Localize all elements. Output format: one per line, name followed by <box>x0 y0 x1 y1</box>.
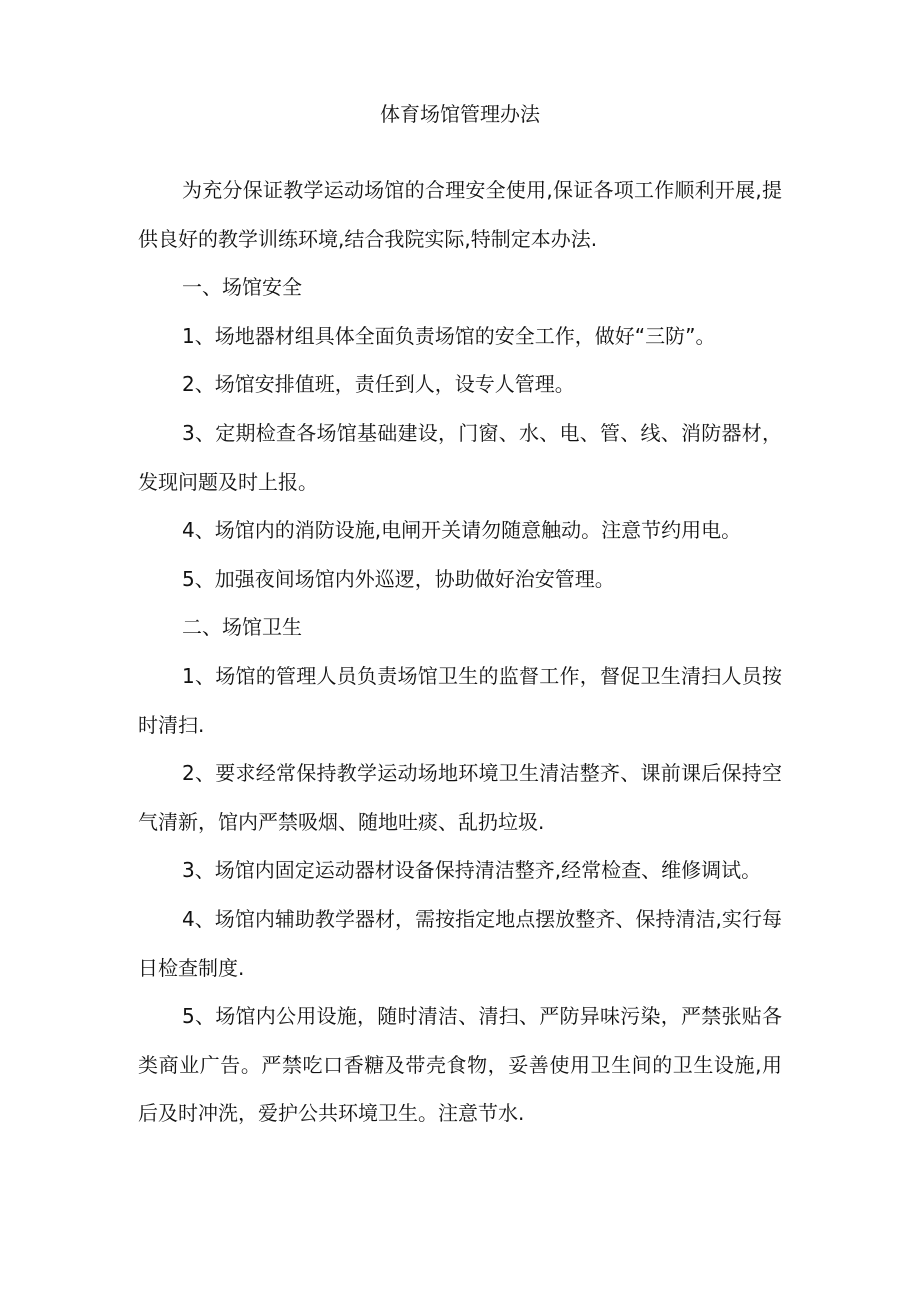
safety-item-3: 3、定期检查各场馆基础建设，门窗、水、电、管、线、消防器材，发现问题及时上报。 <box>138 420 782 494</box>
document-body <box>138 166 782 1138</box>
section-heading-safety: 一、场馆安全 <box>182 275 302 300</box>
hygiene-item-4: 4、场馆内辅助教学器材，需按指定地点摆放整齐、保持清洁,实行每日检查制度. <box>138 906 782 980</box>
hygiene-item-2: 2、要求经常保持教学运动场地环境卫生清洁整齐、课前课后保持空气清新，馆内严禁吸烟、随地吐痰、乱扔垃圾. <box>138 761 782 834</box>
document-title: 体育场馆管理办法 <box>380 102 540 126</box>
hygiene-item-3: 3、场馆内固定运动器材设备保持清洁整齐,经常检查、维修调试。 <box>182 858 762 883</box>
safety-item-5: 5、加强夜间场馆内外巡逻，协助做好治安管理。 <box>182 566 615 591</box>
hygiene-item-5: 5、场馆内公用设施，随时清洁、清扫、严防异味污染，严禁张贴各类商业广告。严禁吃口香糖及带壳食物，妥善使用卫生间的卫生设施,用后及时冲洗，爱护公共环境卫生。注意节水. <box>138 1004 782 1126</box>
safety-item-1: 1、场地器材组具体全面负责场馆的安全工作，做好“三防”。 <box>182 323 716 348</box>
section-heading-hygiene: 二、场馆卫生 <box>182 615 302 640</box>
hygiene-item-1: 1、场馆的管理人员负责场馆卫生的监督工作，督促卫生清扫人员按时清扫. <box>138 663 782 737</box>
safety-item-2: 2、场馆安排值班，责任到人，设专人管理。 <box>182 372 575 397</box>
safety-item-4: 4、场馆内的消防设施,电闸开关请勿随意触动。注意节约用电。 <box>182 518 742 543</box>
intro-paragraph: 为充分保证教学运动场馆的合理安全使用,保证各项工作顺利开展,提供良好的教学训练环境,结合我院实际,特制定本办法. <box>138 178 782 251</box>
